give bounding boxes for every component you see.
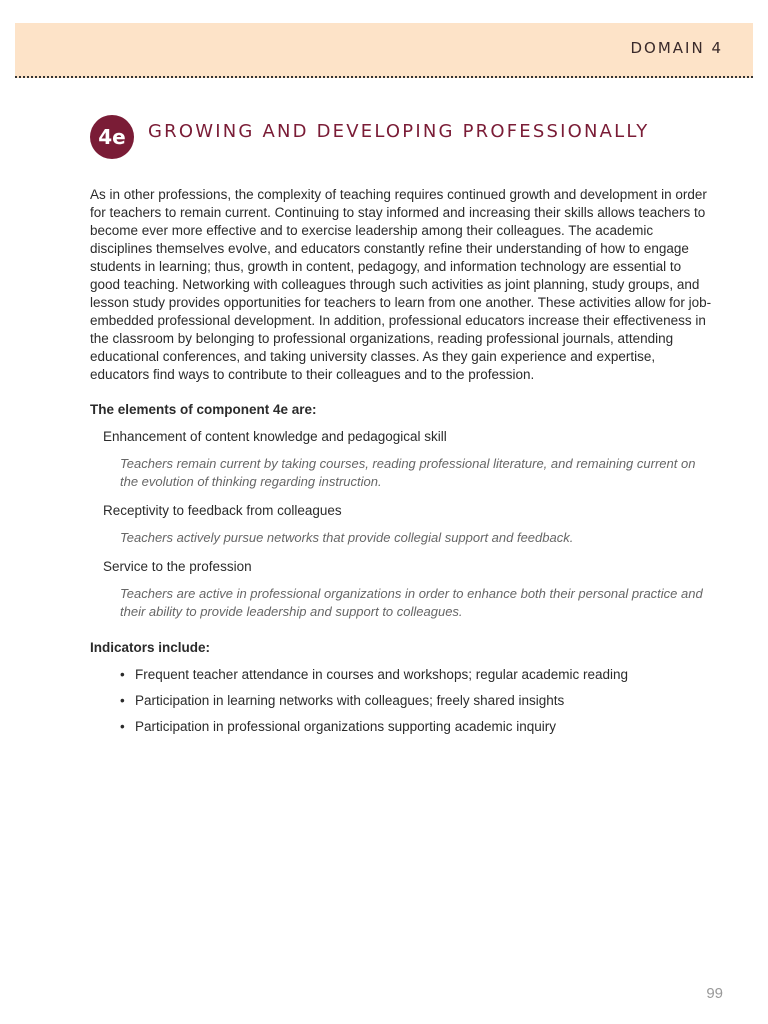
element-description: Teachers remain current by taking courses, reading professional literature, and remaining current on the evolution of thinking regarding instruction.: [120, 456, 696, 489]
header-band: [15, 23, 753, 78]
indicator-text: Frequent teacher attendance in courses and workshops; regular academic reading: [135, 667, 629, 682]
bullet-icon: •: [120, 693, 125, 708]
bullet-icon: •: [120, 719, 125, 734]
main-content: [90, 186, 712, 744]
indicator-text: Participation in professional organizations supporting academic inquiry: [135, 719, 556, 734]
elements-heading: The elements of component 4e are:: [90, 402, 317, 417]
element-name: Service to the profession: [103, 559, 252, 574]
page-title: GROWING AND DEVELOPING PROFESSIONALLY: [148, 121, 650, 142]
component-badge: 4e: [90, 115, 134, 159]
element-item: [103, 558, 712, 621]
element-name: Receptivity to feedback from colleagues: [103, 503, 342, 518]
page-number: 99: [706, 985, 723, 1002]
list-item: [120, 718, 712, 736]
element-item: [103, 428, 712, 491]
element-name: Enhancement of content knowledge and pedagogical skill: [103, 429, 447, 444]
indicators-list: [90, 666, 712, 736]
element-description: Teachers are active in professional organizations in order to enhance both their personal practice and their ability to provide leadership and support to colleagues.: [120, 586, 703, 619]
element-item: [103, 502, 712, 547]
element-description: Teachers actively pursue networks that provide collegial support and feedback.: [120, 530, 574, 545]
list-item: [120, 666, 712, 684]
list-item: [120, 692, 712, 710]
bullet-icon: •: [120, 667, 125, 682]
indicators-heading: Indicators include:: [90, 640, 211, 655]
component-title-row: [90, 115, 730, 159]
domain-label: DOMAIN 4: [630, 39, 723, 57]
indicator-text: Participation in learning networks with colleagues; freely shared insights: [135, 693, 565, 708]
intro-paragraph: As in other professions, the complexity of teaching requires continued growth and development in order for teachers to remain current. Continuing to stay informed and increasing their skills allows teachers to become ever more effective and to exercise leadership among their colleagues. The academic disciplines themselves evolve, and educators constantly refine their understanding of how to engage students in learning; thus, growth in content, pedagogy, and information technology are essential to good teaching. Networking with colleagues through such activities as joint planning, study groups, and lesson study provides opportunities for teachers to learn from one another. These activities allow for job-embedded professional development. In addition, professional educators increase their effectiveness in the classroom by belonging to professional organizations, reading professional journals, attending educational conferences, and taking university classes. As they gain experience and expertise, educators find ways to contribute to their colleagues and to the profession.: [90, 187, 712, 382]
